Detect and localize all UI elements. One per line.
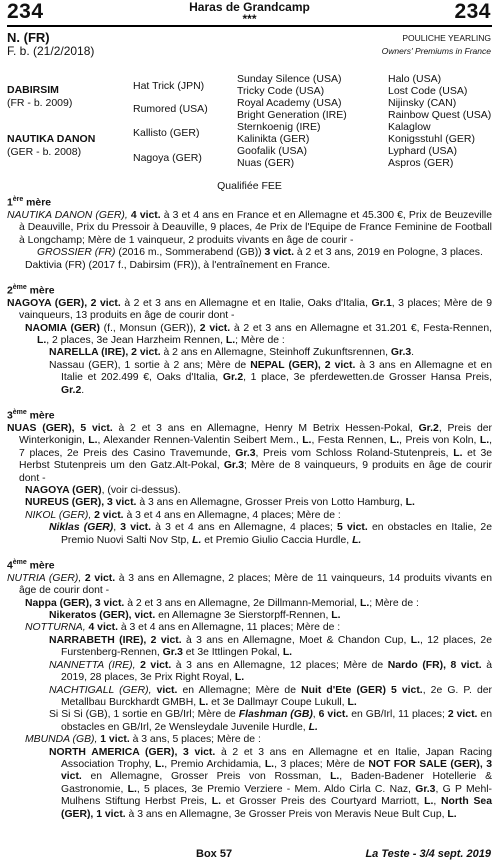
produce-record: Nikeratos (GER), vict. en Allemagne 3e Sierstorpff-Rennen, L.	[49, 610, 341, 622]
sire-dam: Rumored (USA)	[133, 103, 208, 115]
qualification: Qualifiée FEE	[217, 180, 282, 192]
premium-category: Owners' Premiums in France	[381, 46, 491, 56]
box-number: Box 57	[196, 848, 233, 860]
produce-record: NARELLA (IRE), 2 vict. à 2 ans en Allemagne, Steinhoff Zukunftsrennen, Gr.3.	[49, 347, 415, 359]
produce-record: NACHTIGALL (GER), vict. en Allemagne; Mère de Nuit d'Ete (GER) 5 vict., 2e G. P. der Metallbau Burckhardt GMBH, L. et 3e Dallmayr Coupe Lukull, L.	[49, 684, 492, 708]
farm-title: Haras de Grandcamp	[189, 0, 310, 14]
farm-name	[0, 1, 499, 25]
produce-record: NARRABETH (IRE), 2 vict. à 3 ans en Allemagne, Moet & Chandon Cup, L., 12 places, 2e Furstenberg-Rennen, Gr.3 et 3e Ittlingen Pokal, L.	[49, 634, 492, 659]
sire-name: DABIRSIM	[7, 84, 59, 96]
pedigree-g3: Tricky Code (USA)	[237, 85, 325, 97]
dam-record: NAUTIKA DANON (GER), 4 vict. à 3 et 4 ans en France et en Allemagne et 45.300 €, Prix de Beuzeville à Deauville, Prix du Pressoir à Deauville, 9 places, 4e Prix de l'Equipe de France Feminine de Football à Longchamp; Mère de 1 vainqueur, 2 produits vivants en âge de courir -	[7, 209, 492, 246]
pedigree-g3: Nuas (GER)	[237, 157, 295, 169]
section-heading-4: 4ème mère	[7, 558, 55, 572]
sire-sire: Hat Trick (JPN)	[133, 80, 205, 92]
pedigree-g4: Lost Code (USA)	[388, 85, 468, 97]
produce-record: NUREUS (GER), 3 vict. à 3 ans en Allemagne, Grosser Preis von Lotto Hamburg, L.	[25, 497, 415, 509]
produce-record: Nappa (GER), 3 vict. à 2 et 3 ans en Allemagne, 2e Dillmann-Memorial, L.; Mère de :	[25, 597, 419, 609]
produce-record: Nassau (GER), 1 sortie à 2 ans; Mère de NEPAL (GER), 2 vict. à 3 ans en Allemagne et en Italie et 202.499 €, Oaks d'Italia, Gr.2, 1 place, 3e pferdewetten.de Grosser Hansa Preis, Gr.2.	[49, 359, 493, 396]
family-notes	[7, 194, 492, 821]
pedigree-g3: Sternkoenig (IRE)	[237, 121, 321, 133]
produce-record: NAOMIA (GER) (f., Monsun (GER)), 2 vict. à 2 et 3 ans en Allemagne et 31.201 €, Festa-Rennen, L., 2 places, 3e Jean Harzheim Rennen, L.; Mère de :	[25, 322, 493, 346]
section-heading-3: 3ème mère	[7, 409, 55, 422]
dam-description: (GER - b. 2008)	[7, 146, 82, 158]
lot-number-left: 234	[7, 0, 44, 23]
dam-name: NAUTIKA DANON	[7, 133, 96, 145]
produce-record: Niklas (GER), 3 vict. à 3 et 4 ans en Allemagne, 4 places; 5 vict. en obstacles en Italie, 2e Premio Nuovi Salti Nov Stp, L. et Premio Giulio Caccia Hurdle, L.	[49, 522, 492, 546]
section-heading-2: 2ème mère	[7, 283, 55, 297]
granddam-record: NAGOYA (GER), 2 vict. à 2 et 3 ans en Allemagne et en Italie, Oaks d'Italia, Gr.1, 3 places; Mère de 9 vainqueurs, 13 produits en âge de courir dont -	[7, 297, 492, 322]
pedigree-g4: Nijinsky (CAN)	[388, 97, 457, 109]
pedigree-g3: Sunday Silence (USA)	[237, 73, 342, 85]
produce-record: MBUNDA (GB), 1 vict. à 3 ans, 5 places; Mère de :	[25, 734, 261, 746]
great-granddam-record: NUAS (GER), 5 vict. à 2 et 3 ans en Allemagne, Henry M Betrix Hessen-Pokal, Gr.2, Preis der Winterkonigin, L., Alexander Rennen-Valentin Seibert Mem., L., Festa Rennen, L., Preis von Koln, L., 7 places, 2e Preis des Casino Travemunde, Gr.3, Preis vom Schloss Roland-Stutenpreis, L. et 3e Herbst Stutenpreis um den Gatz.Alt-Pokal, Gr.3; Mère de 8 vainqueurs, 9 produits en âge de courir dont -	[7, 422, 493, 484]
pedigree-g4: Rainbow Quest (USA)	[388, 109, 492, 121]
pedigree-g3: Royal Academy (USA)	[237, 97, 342, 109]
pedigree-g4: Aspros (GER)	[388, 157, 454, 169]
produce-record: GROSSIER (FR) (2016 m., Sommerabend (GB)) 3 vict. à 2 et 3 ans, 2019 en Pologne, 3 places.	[37, 247, 483, 259]
dam-sire: Kallisto (GER)	[133, 127, 200, 139]
produce-record: NORTH AMERICA (GER), 3 vict. à 2 et 3 ans en Allemagne et en Italie, Japan Racing Association Trophy, L., Premio Archidamia, L., 3 places; Mère de NOT FOR SALE (GER), 3 vict. en Allemagne, Grosser Preis von Rossman, L., Baden-Badener Hotellerie & Gastronomie, L., 5 places, 3e Premio Verziere - Mem. Aldo Cirla C. Naz, Gr.3, G P Mehl-Mulhens Stiftung Herbst Preis, L. et Grosser Preis des Courtyard Marriott, L., North Sea (GER), 1 vict. à 3 ans en Allemagne, 3e Grosser Preis von Meravis Neue Bult Cup, L.	[49, 746, 493, 820]
lot-number-right: 234	[454, 0, 491, 23]
pedigree-g4: Halo (USA)	[388, 73, 442, 85]
produce-record: Si Si Si (GB), 1 sortie en GB/Irl; Mère de Flashman (GB), 6 vict. en GB/Irl, 11 places; 2 vict. en obstacles en GB/Irl, 2e Wensleydale Juvenile Hurdle, L.	[49, 709, 492, 733]
farm-stars: ***	[242, 12, 257, 26]
header-rule	[7, 25, 492, 27]
produce-record: Daktivia (FR) (2017 f., Dabirsim (FR)), à l'entraînement en France.	[25, 259, 331, 271]
horse-name: N. (FR)	[7, 30, 50, 45]
pedigree-g3: Kalinikta (GER)	[237, 133, 310, 145]
horse-type: POULICHE YEARLING	[402, 33, 491, 43]
pedigree-g4: Kalaglow	[388, 121, 431, 133]
pedigree-g3: Goofalik (USA)	[237, 145, 308, 157]
sale-info: La Teste - 3/4 sept. 2019	[365, 848, 491, 860]
produce-record: NANNETTA (IRE), 2 vict. à 3 ans en Allemagne, 12 places; Mère de Nardo (FR), 8 vict. à 2019, 28 places, 3e Prix Right Royal, L.	[49, 659, 493, 684]
horse-description: F. b. (21/2/2018)	[7, 44, 95, 58]
produce-record: NIKOL (GER), 2 vict. à 3 et 4 ans en Allemagne, 4 places; Mère de :	[25, 509, 341, 521]
section-heading-1: 1ère mère	[7, 196, 52, 209]
produce-record: NAGOYA (GER), (voir ci-dessus).	[25, 484, 181, 496]
pedigree-g3: Bright Generation (IRE)	[237, 109, 347, 121]
dam-dam: Nagoya (GER)	[133, 152, 202, 164]
produce-record: NOTTURNA, 4 vict. à 3 et 4 ans en Allemagne, 11 places; Mère de :	[25, 622, 341, 634]
pedigree-g4: Lyphard (USA)	[388, 145, 458, 157]
sire-description: (FR - b. 2009)	[7, 97, 73, 109]
pedigree-g4: Konigsstuhl (GER)	[388, 133, 475, 145]
fourth-dam-record: NUTRIA (GER), 2 vict. à 3 ans en Allemagne, 2 places; Mère de 11 vainqueurs, 14 produits vivants en âge de courir dont -	[7, 572, 492, 597]
